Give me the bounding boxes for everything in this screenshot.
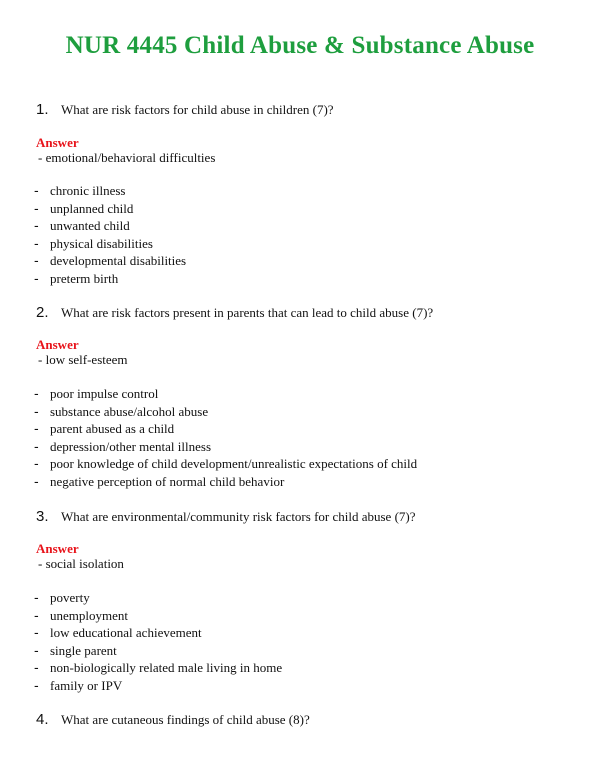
list-item: - non-biologically related male living in home: [34, 659, 283, 675]
list-item: - family or IPV: [34, 676, 123, 693]
answer-first-line: - low self-esteem: [38, 352, 128, 367]
list-item: - chronic illness: [34, 182, 126, 198]
list-item: - single parent: [34, 641, 117, 658]
list-item: - developmental disabilities: [34, 252, 187, 268]
question-4: [36, 711, 576, 728]
list-item: - parent abused as a child: [34, 420, 175, 436]
question-number: 2.: [36, 304, 49, 321]
page-title: NUR 4445 Child Abuse & Substance Abuse: [65, 32, 535, 59]
answer-first-line: - emotional/behavioral difficulties: [38, 150, 216, 165]
question-text: What are environmental/community risk factors for child abuse (7)?: [61, 509, 416, 524]
list-item: - low educational achievement: [34, 624, 202, 640]
list-item: - negative perception of normal child behavior: [34, 472, 285, 489]
list-item: - unwanted child: [34, 217, 130, 233]
question-number: 4.: [36, 711, 49, 728]
answer-label: Answer: [36, 337, 79, 352]
list-item: - depression/other mental illness: [34, 437, 212, 454]
list-item: - physical disabilities: [34, 234, 153, 251]
question-text: What are risk factors for child abuse in children (7)?: [61, 102, 334, 117]
list-item: - unemployment: [34, 606, 128, 623]
question-1: [36, 101, 576, 118]
question-3: [36, 508, 576, 525]
question-2: [36, 304, 576, 321]
answer-list: [34, 589, 282, 694]
answer-label: Answer: [36, 135, 79, 150]
list-item: - poor knowledge of child development/unrealistic expectations of child: [34, 455, 418, 471]
question-number: 1.: [36, 101, 49, 118]
answer-label: Answer: [36, 541, 79, 556]
list-item: - poverty: [34, 589, 90, 605]
question-text: What are risk factors present in parents that can lead to child abuse (7)?: [61, 305, 434, 320]
list-item: - poor impulse control: [34, 385, 159, 401]
list-item: - unplanned child: [34, 199, 134, 216]
answer-list: [34, 385, 417, 490]
list-item: - substance abuse/alcohol abuse: [34, 402, 209, 419]
question-number: 3.: [36, 508, 49, 525]
list-item: - preterm birth: [34, 269, 119, 286]
answer-list: [34, 182, 186, 287]
answer-first-line: - social isolation: [38, 556, 124, 571]
question-text: What are cutaneous findings of child abuse (8)?: [61, 712, 310, 727]
